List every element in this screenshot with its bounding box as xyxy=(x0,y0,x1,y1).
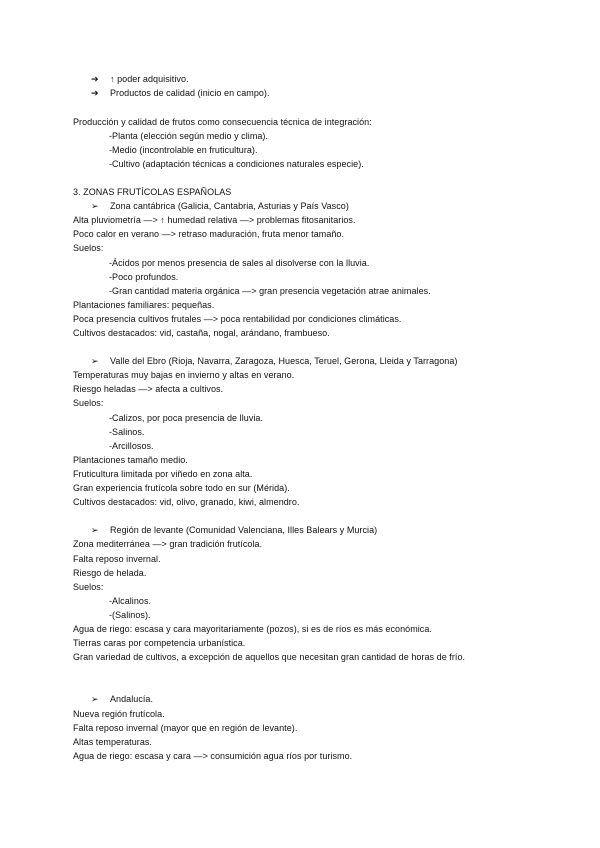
text-line: Riesgo de helada. xyxy=(73,568,147,578)
text-line: Cultivos destacados: vid, olivo, granado, kiwi, almendro. xyxy=(73,497,300,507)
list-item: -Ácidos por menos presencia de sales al disolverse con la lluvia. xyxy=(109,258,370,268)
list-item: -Planta (elección según medio y clima). xyxy=(109,131,269,141)
text-line: Gran variedad de cultivos, a excepción de aquellos que necesitan gran cantidad de horas de frío. xyxy=(73,652,466,662)
zone-title-andalucia: ➢ Andalucía. xyxy=(91,694,154,704)
list-item: -(Salinos). xyxy=(109,610,151,620)
list-item: -Alcalinos. xyxy=(109,596,152,606)
list-item: -Calizos, por poca presencia de lluvia. xyxy=(109,413,264,423)
zone-title-ebro: ➢ Valle del Ebro (Rioja, Navarra, Zaragoza, Huesca, Teruel, Gerona, Lleida y Tarragona) xyxy=(91,356,458,366)
list-item: -Medio (incontrolable en fruticultura). xyxy=(109,145,258,155)
arrow-icon: ➔ xyxy=(91,88,99,98)
bullet-item: ➔ Productos de calidad (inicio en campo). xyxy=(91,88,270,98)
text-line: Poca presencia cultivos frutales —> poca rentabilidad por condiciones climáticas. xyxy=(73,314,402,324)
section-title: 3. ZONAS FRUTÍCOLAS ESPAÑOLAS xyxy=(73,187,232,197)
paragraph-heading: Producción y calidad de frutos como consecuencia técnica de integración: xyxy=(73,117,372,127)
text-line: Plantaciones tamaño medio. xyxy=(73,455,188,465)
zone-title-cantabrica: ➢ Zona cantábrica (Galicia, Cantabria, Asturias y País Vasco) xyxy=(91,201,349,211)
text-line: Alta pluviometría —> ↑ humedad relativa —> problemas fitosanitarios. xyxy=(73,215,356,225)
list-item: -Arcillosos. xyxy=(109,441,154,451)
text-line: Tierras caras por competencia urbanística. xyxy=(73,638,246,648)
text-line: Fruticultura limitada por viñedo en zona alta. xyxy=(73,469,253,479)
bullet-item: ➔ ↑ poder adquisitivo. xyxy=(91,74,189,84)
text-line: Agua de riego: escasa y cara mayoritariamente (pozos), si es de ríos es más económica. xyxy=(73,624,432,634)
triangle-arrow-icon: ➢ xyxy=(91,201,99,211)
text-line: Riesgo heladas —> afecta a cultivos. xyxy=(73,384,224,394)
text-line: Cultivos destacados: vid, castaña, nogal, arándano, frambueso. xyxy=(73,328,330,338)
text-line: Suelos: xyxy=(73,398,104,408)
text-line: Agua de riego: escasa y cara —> consumición agua ríos por turismo. xyxy=(73,751,353,761)
text-line: Plantaciones familiares: pequeñas. xyxy=(73,300,215,310)
triangle-arrow-icon: ➢ xyxy=(91,356,99,366)
text-line: Falta reposo invernal. xyxy=(73,554,161,564)
text-line: Zona mediterránea —> gran tradición frutícola. xyxy=(73,539,263,549)
triangle-arrow-icon: ➢ xyxy=(91,525,99,535)
text-line: Nueva región frutícola. xyxy=(73,709,165,719)
text-line: Altas temperaturas. xyxy=(73,737,152,747)
list-item: -Salinos. xyxy=(109,427,145,437)
zone-title-levante: ➢ Región de levante (Comunidad Valenciana, Illes Balears y Murcia) xyxy=(91,525,378,535)
arrow-icon: ➔ xyxy=(91,74,99,84)
list-item: -Gran cantidad materia orgánica —> gran presencia vegetación atrae animales. xyxy=(109,286,431,296)
triangle-arrow-icon: ➢ xyxy=(91,694,99,704)
list-item: -Cultivo (adaptación técnicas a condiciones naturales especie). xyxy=(109,159,364,169)
list-item: -Poco profundos. xyxy=(109,272,179,282)
text-line: Falta reposo invernal (mayor que en región de levante). xyxy=(73,723,298,733)
text-line: Temperaturas muy bajas en invierno y altas en verano. xyxy=(73,370,295,380)
text-line: Suelos: xyxy=(73,243,104,253)
text-line: Gran experiencia frutícola sobre todo en sur (Mérida). xyxy=(73,483,290,493)
text-line: Poco calor en verano —> retraso maduración, fruta menor tamaño. xyxy=(73,229,345,239)
text-line: Suelos: xyxy=(73,582,104,592)
